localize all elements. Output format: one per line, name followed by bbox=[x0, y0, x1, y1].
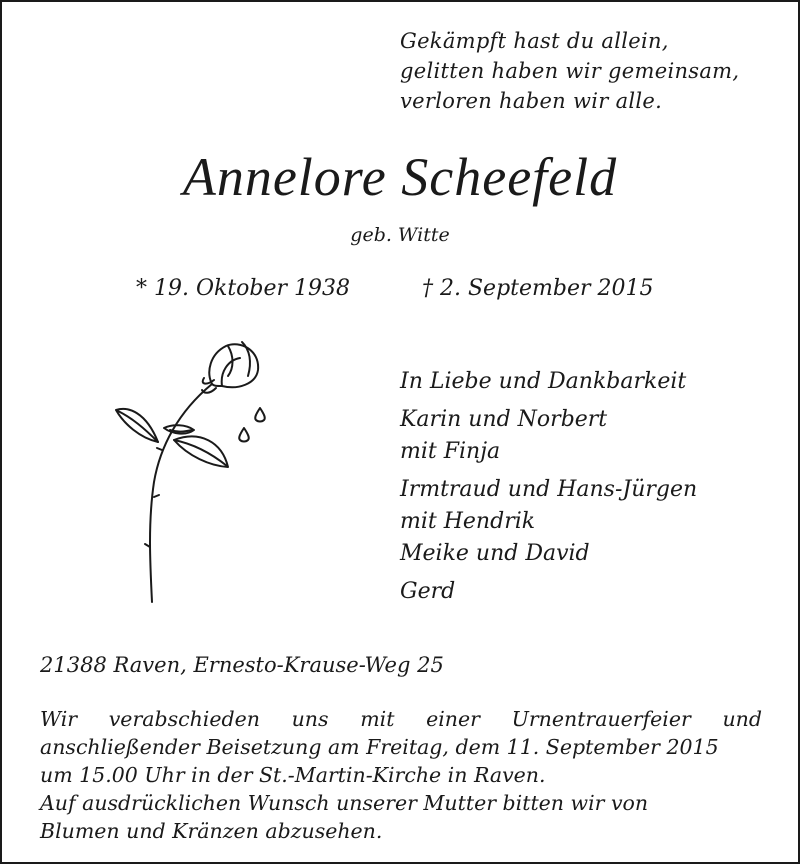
ceremony-line: Wir verabschieden uns mit einer Urnentrauerfeier und bbox=[40, 707, 762, 731]
mourner-line: Gerd bbox=[400, 579, 456, 604]
rose-icon bbox=[110, 332, 270, 607]
mourner-line: mit Hendrik bbox=[400, 509, 536, 534]
ceremony-line: anschließender Beisetzung am Freitag, dem 11. September 2015 bbox=[40, 735, 719, 759]
address: 21388 Raven, Ernesto-Krause-Weg 25 bbox=[40, 653, 444, 677]
poem bbox=[400, 26, 780, 116]
poem-line: Gekämpft hast du allein, bbox=[400, 29, 669, 53]
ceremony-text bbox=[40, 705, 762, 845]
birth-date: * 19. Oktober 1938 bbox=[136, 276, 351, 301]
mourner-line: mit Finja bbox=[400, 439, 501, 464]
deceased-name: Annelore Scheefeld bbox=[182, 147, 618, 207]
ceremony-line: Blumen und Kränzen abzusehen. bbox=[40, 819, 383, 843]
mourner-line: Karin und Norbert bbox=[400, 407, 608, 432]
poem-line: gelitten haben wir gemeinsam, bbox=[400, 59, 740, 83]
mourner-line: Irmtraud und Hans-Jürgen bbox=[400, 477, 698, 502]
mourners-intro: In Liebe und Dankbarkeit bbox=[400, 369, 687, 394]
mourners bbox=[400, 366, 780, 608]
ceremony-line: um 15.00 Uhr in der St.-Martin-Kirche in Raven. bbox=[40, 763, 546, 787]
birth-name: geb. Witte bbox=[350, 224, 450, 246]
death-date: † 2. September 2015 bbox=[422, 276, 654, 301]
ceremony-line: Auf ausdrücklichen Wunsch unserer Mutter bitten wir von bbox=[40, 791, 649, 815]
mourner-line: Meike und David bbox=[400, 541, 590, 566]
poem-line: verloren haben wir alle. bbox=[400, 89, 663, 113]
